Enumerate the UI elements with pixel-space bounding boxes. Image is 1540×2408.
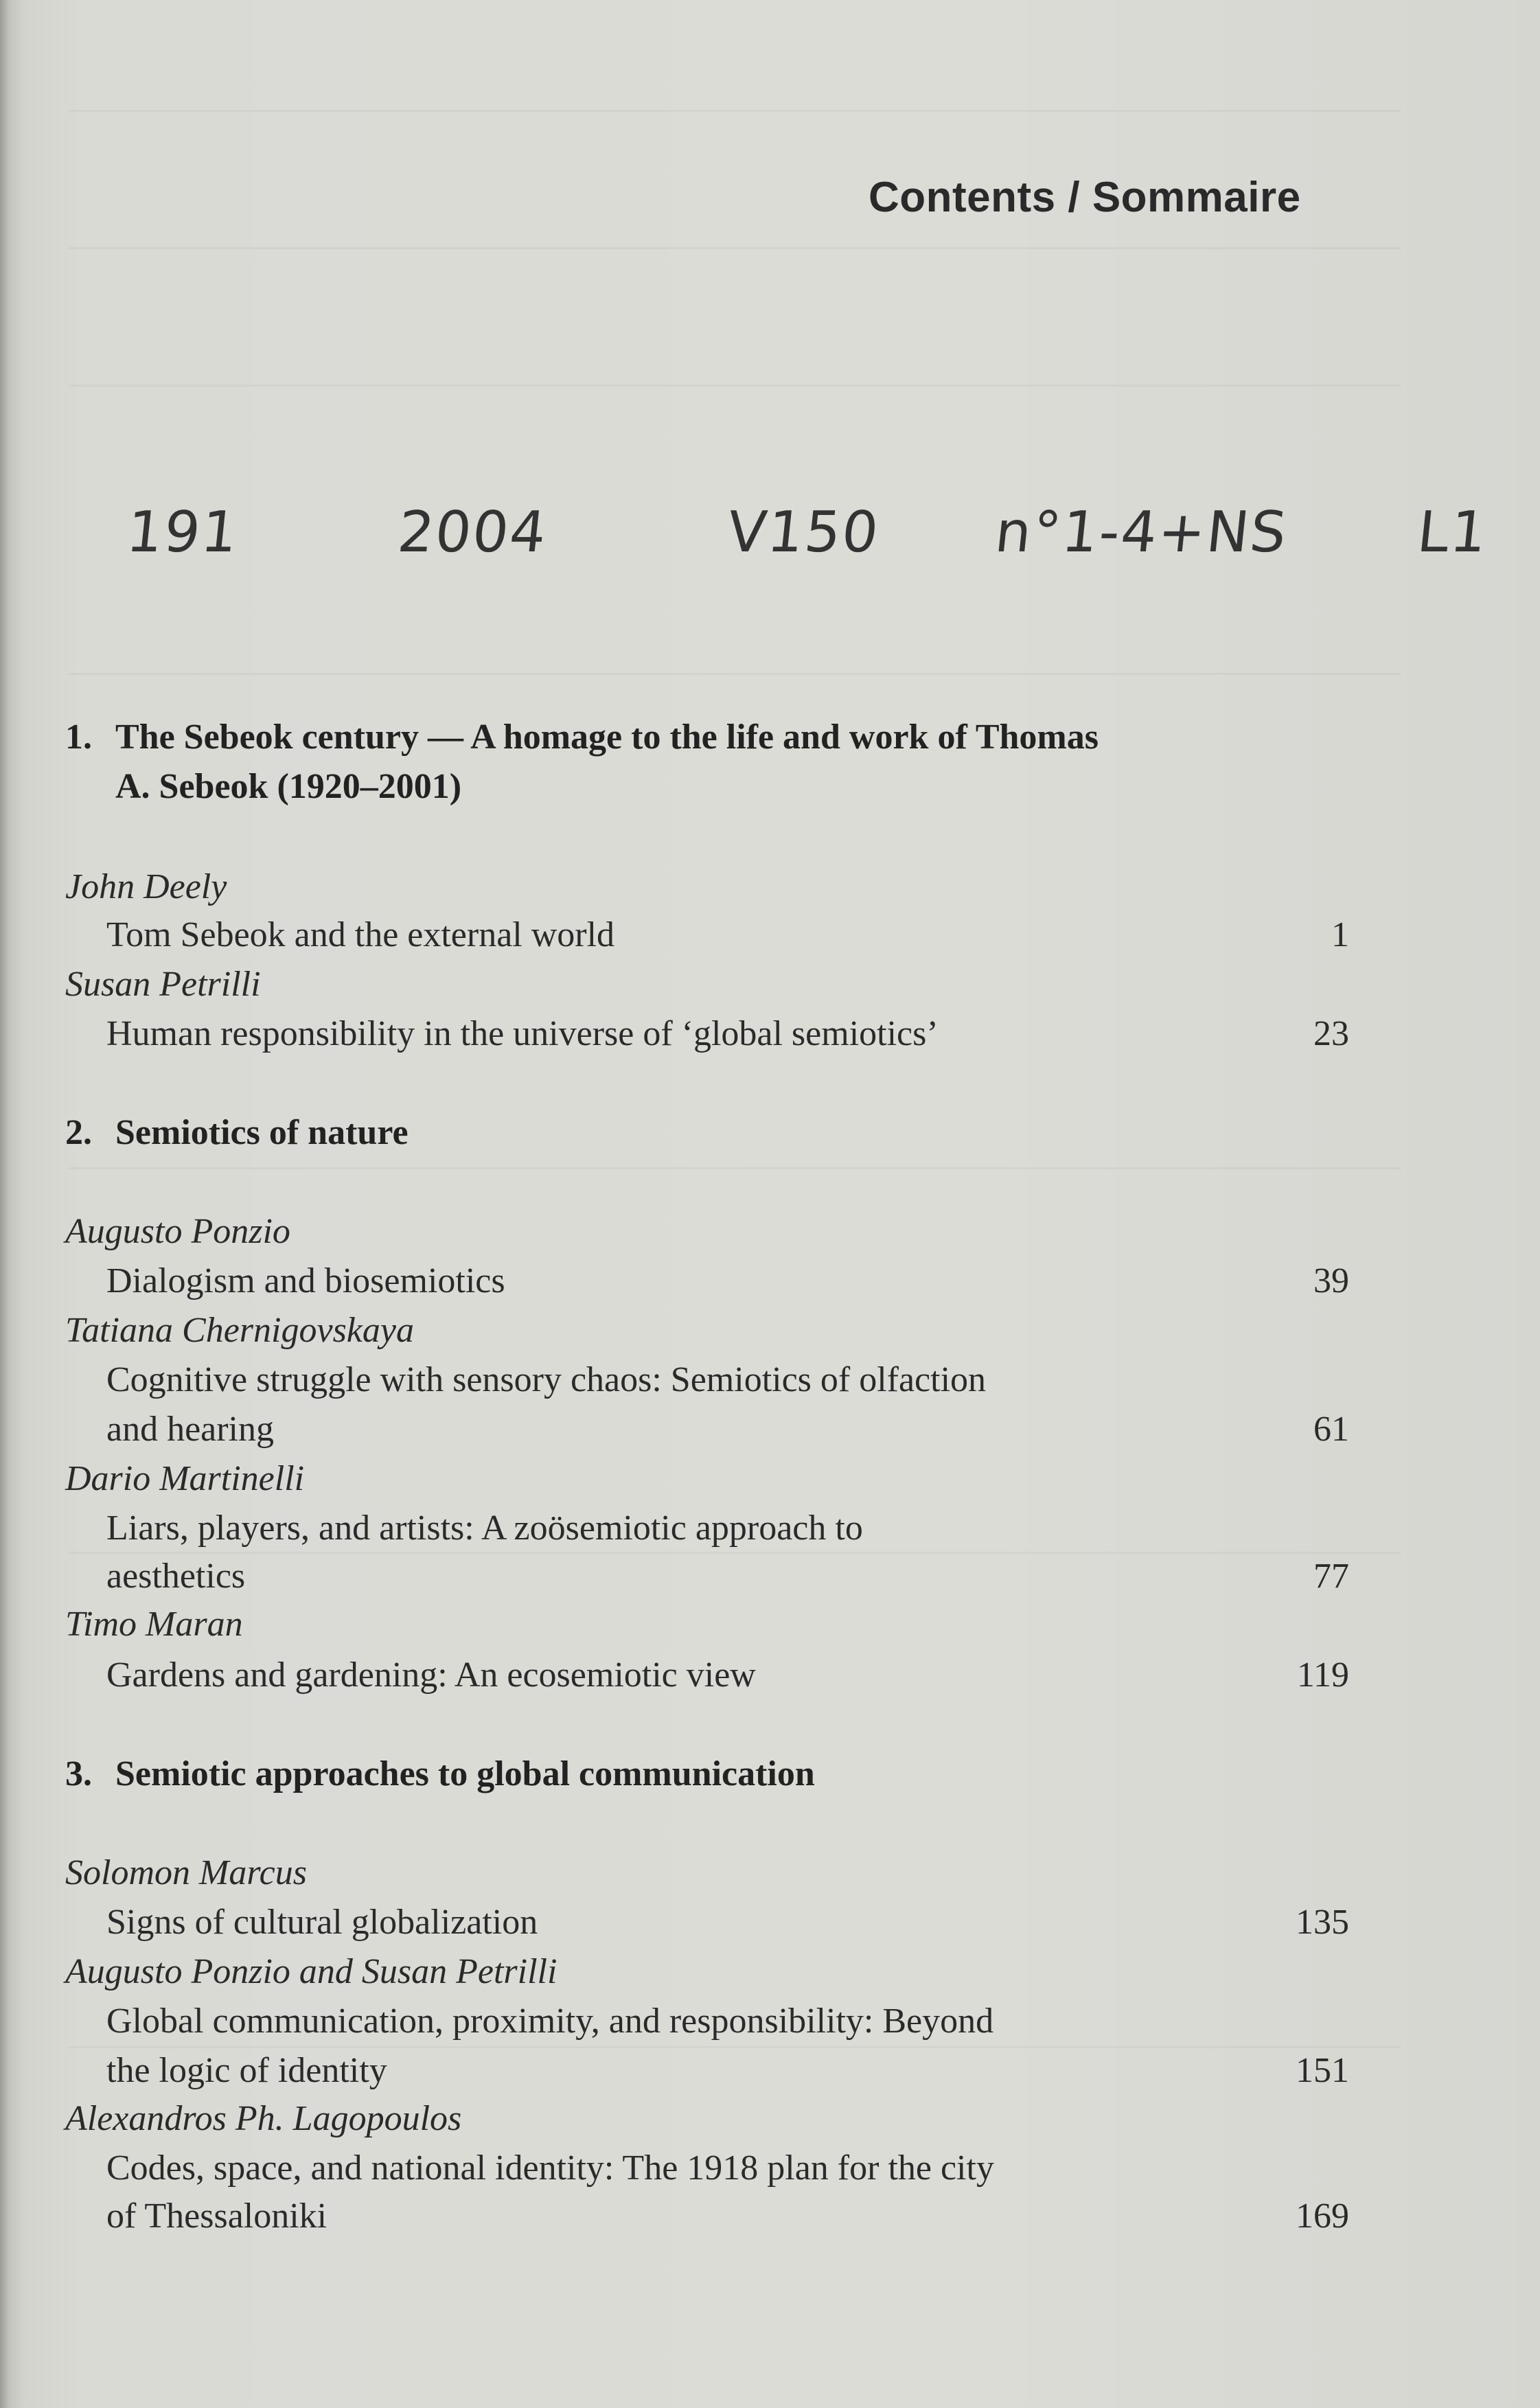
entry-page-number: 119	[1296, 1655, 1349, 1695]
entry-page-number: 151	[1296, 2051, 1349, 2090]
page-title: Contents / Sommaire	[869, 174, 1301, 221]
entry-page-number: 135	[1296, 1903, 1349, 1942]
entry-title-continued: and hearing	[106, 1410, 275, 1449]
entry-title-continued: aesthetics	[106, 1557, 246, 1596]
show-through-line	[69, 385, 1401, 387]
show-through-line	[69, 110, 1401, 112]
handwritten-number: 191	[124, 500, 242, 565]
entry-author: Susan Petrilli	[65, 965, 261, 1004]
entry-author: Timo Maran	[65, 1605, 243, 1644]
entry-title: Gardens and gardening: An ecosemiotic view	[106, 1655, 756, 1695]
entry-author: Alexandros Ph. Lagopoulos	[65, 2099, 462, 2138]
entry-page-number: 169	[1296, 2197, 1349, 2236]
section-title-line: The Sebeok century — A homage to the life and work of Thomas	[115, 718, 1099, 757]
entry-title: Signs of cultural globalization	[106, 1903, 538, 1942]
entry-author: Augusto Ponzio and Susan Petrilli	[65, 1952, 558, 1991]
entry-title: Global communication, proximity, and responsibility: Beyond	[106, 2002, 994, 2041]
section-title-line: Semiotics of nature	[115, 1113, 409, 1152]
entry-title-continued: of Thessaloniki	[106, 2197, 327, 2236]
section-number: 3.	[65, 1754, 92, 1793]
show-through-line	[69, 1167, 1401, 1169]
section-heading-1	[65, 713, 1287, 812]
entry-author: Dario Martinelli	[65, 1459, 305, 1498]
entry-page-number: 61	[1313, 1410, 1349, 1449]
handwritten-year: 2004	[395, 500, 551, 565]
entry-title: Tom Sebeok and the external world	[106, 915, 615, 954]
section-number: 2.	[65, 1113, 92, 1152]
entry-title: Cognitive struggle with sensory chaos: Semiotics of olfaction	[106, 1360, 987, 1399]
entry-title: Dialogism and biosemiotics	[106, 1261, 505, 1300]
entry-page-number: 77	[1313, 1557, 1349, 1596]
show-through-line	[69, 673, 1401, 675]
section-heading-2	[65, 1108, 1287, 1158]
handwritten-shelf-note	[0, 500, 1540, 596]
entry-author: Solomon Marcus	[65, 1853, 307, 1892]
entry-page-number: 39	[1313, 1261, 1349, 1300]
handwritten-volume: V150	[724, 500, 883, 565]
entry-title-continued: the logic of identity	[106, 2051, 387, 2090]
section-heading-3	[65, 1750, 1287, 1799]
entry-title: Human responsibility in the universe of ‘global semiotics’	[106, 1014, 939, 1053]
entry-author: John Deely	[65, 867, 227, 906]
handwritten-issues: n°1-4+NS	[992, 500, 1291, 565]
section-title-line: A. Sebeok (1920–2001)	[115, 767, 462, 806]
entry-title: Liars, players, and artists: A zoösemiotic approach to	[106, 1509, 863, 1548]
entry-page-number: 1	[1331, 915, 1349, 954]
section-number: 1.	[65, 718, 92, 757]
entry-author: Tatiana Chernigovskaya	[65, 1311, 414, 1350]
section-title-line: Semiotic approaches to global communication	[115, 1754, 815, 1793]
show-through-line	[69, 247, 1401, 249]
entry-title: Codes, space, and national identity: The 1918 plan for the city	[106, 2148, 994, 2188]
entry-page-number: 23	[1313, 1014, 1349, 1053]
handwritten-mark: L1	[1414, 500, 1491, 565]
entry-author: Augusto Ponzio	[65, 1212, 290, 1251]
